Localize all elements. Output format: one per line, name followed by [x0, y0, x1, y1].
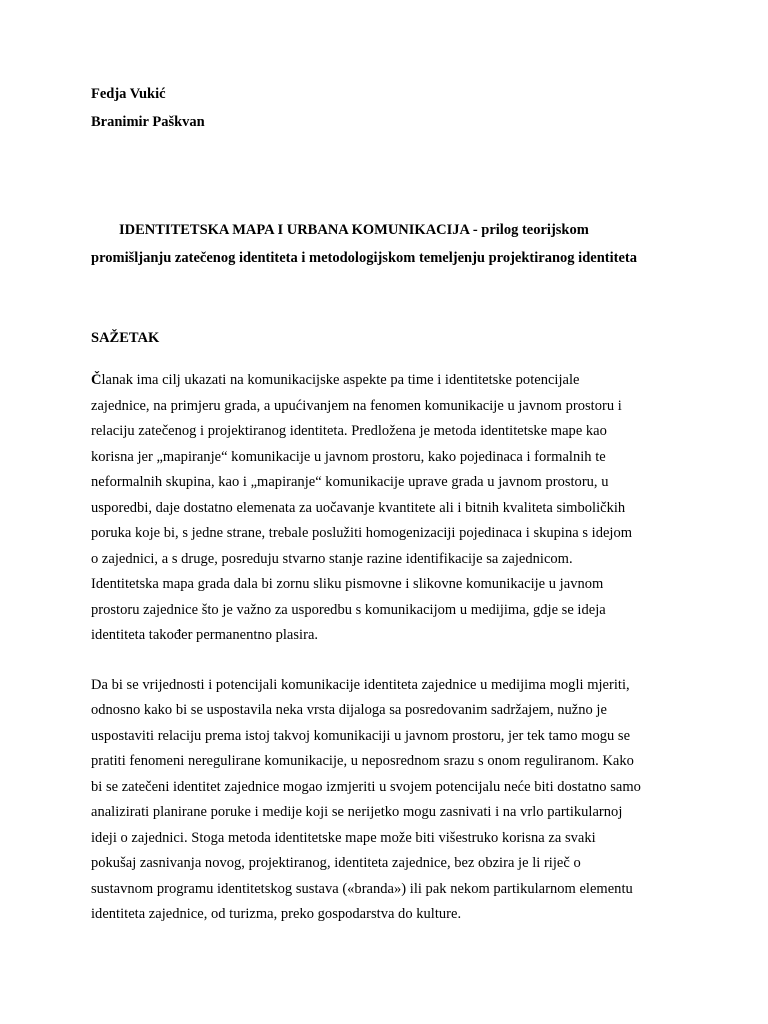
author-name: Fedja Vukić [91, 86, 166, 102]
paragraph-line: Identitetska mapa grada dala bi zornu sliku pismovne i slikovne komunikacije u javnom [91, 576, 604, 592]
paragraph-line: uspostaviti relaciju prema istoj takvoj komunikaciji u javnom prostoru, jer tek tamo mogu se [91, 727, 631, 744]
paragraph-line: ideji o zajednici. Stoga metoda identitetske mape može biti višestruko korisna za svaki [91, 829, 596, 846]
paragraph-line: pratiti fenomeni neregulirane komunikacije, u neposrednom srazu s onom reguliranom. Kako [91, 753, 634, 769]
title-main: IDENTITETSKA MAPA I URBANA KOMUNIKACIJA [119, 222, 470, 238]
paragraph-line: odnosno kako bi se uspostavila neka vrsta dijaloga sa posredovanim sadržajem, nužno je [91, 702, 607, 718]
paragraph-line: pokušaj zasnivanja novog, projektiranog, identiteta zajednice, bez obzira je li riječ o [91, 855, 581, 871]
paragraph-line-text: lanak ima cilj ukazati na komunikacijske aspekte pa time i identitetske potencijale [101, 372, 580, 388]
title-subtitle-part1: - prilog teorijskom [469, 222, 589, 238]
paragraph-line: o zajednici, a s druge, posreduju stvarno stanje razine identifikacije sa zajednicom. [91, 550, 573, 567]
paragraph-line: usporedbi, daje dostatno elemenata za uočavanje kvantitete ali i bitnih kvaliteta simboličkih [91, 499, 626, 516]
paragraph-line: sustavnom programu identitetskog sustava («branda») ili pak nekom partikularnom elementu [91, 880, 633, 897]
paragraph-line: zajednice, na primjeru grada, a upućivanjem na fenomen komunikacije u javnom prostoru i [91, 397, 622, 414]
paragraph-line: analizirati planirane poruke i medije koji se nerijetko mogu zasnivati i na vrlo partikularnoj [91, 804, 623, 820]
paragraph-line: bi se zatečeni identitet zajednice mogao izmjeriti u svojem potencijalu neće biti dostatno samo [91, 778, 641, 795]
document-title [91, 216, 691, 272]
paragraph-line: prostoru zajednice što je važno za usporedbu s komunikacijom u medijima, gdje se ideja [91, 601, 606, 618]
author-name: Branimir Paškvan [91, 114, 205, 130]
title-line [91, 216, 691, 244]
paragraph-line: identiteta također permanentno plasira. [91, 627, 319, 643]
title-subtitle-part2: promišljanju zatečenog identiteta i metodologijskom temeljenju projektiranog identiteta [91, 250, 637, 266]
paragraph-line: poruka koje bi, s jedne strane, trebale poslužiti homogenizaciji pojedinaca i skupina s idejom [91, 525, 633, 541]
paragraph-line: neformalnih skupina, kao i „mapiranje“ komunikacije uprave grada u javnom prostoru, u [91, 474, 609, 490]
document-page [91, 80, 691, 928]
abstract-paragraph-2 [91, 673, 691, 928]
authors-block [91, 80, 691, 136]
paragraph-initial-letter: Č [91, 372, 102, 388]
paragraph-line [91, 368, 691, 394]
paragraph-line: korisna jer „mapiranje“ komunikacije u javnom prostoru, kako pojedinaca i formalnih te [91, 448, 606, 465]
paragraph-line: relaciju zatečenog i projektiranog identiteta. Predložena je metoda identitetske mape kao [91, 423, 607, 439]
paragraph-line: Da bi se vrijednosti i potencijali komunikacije identiteta zajednice u medijima mogli mjeriti, [91, 676, 630, 693]
abstract-paragraph-1 [91, 368, 691, 649]
section-heading-abstract: SAŽETAK [91, 330, 160, 346]
paragraph-line: identiteta zajednice, od turizma, preko gospodarstva do kulture. [91, 906, 462, 922]
